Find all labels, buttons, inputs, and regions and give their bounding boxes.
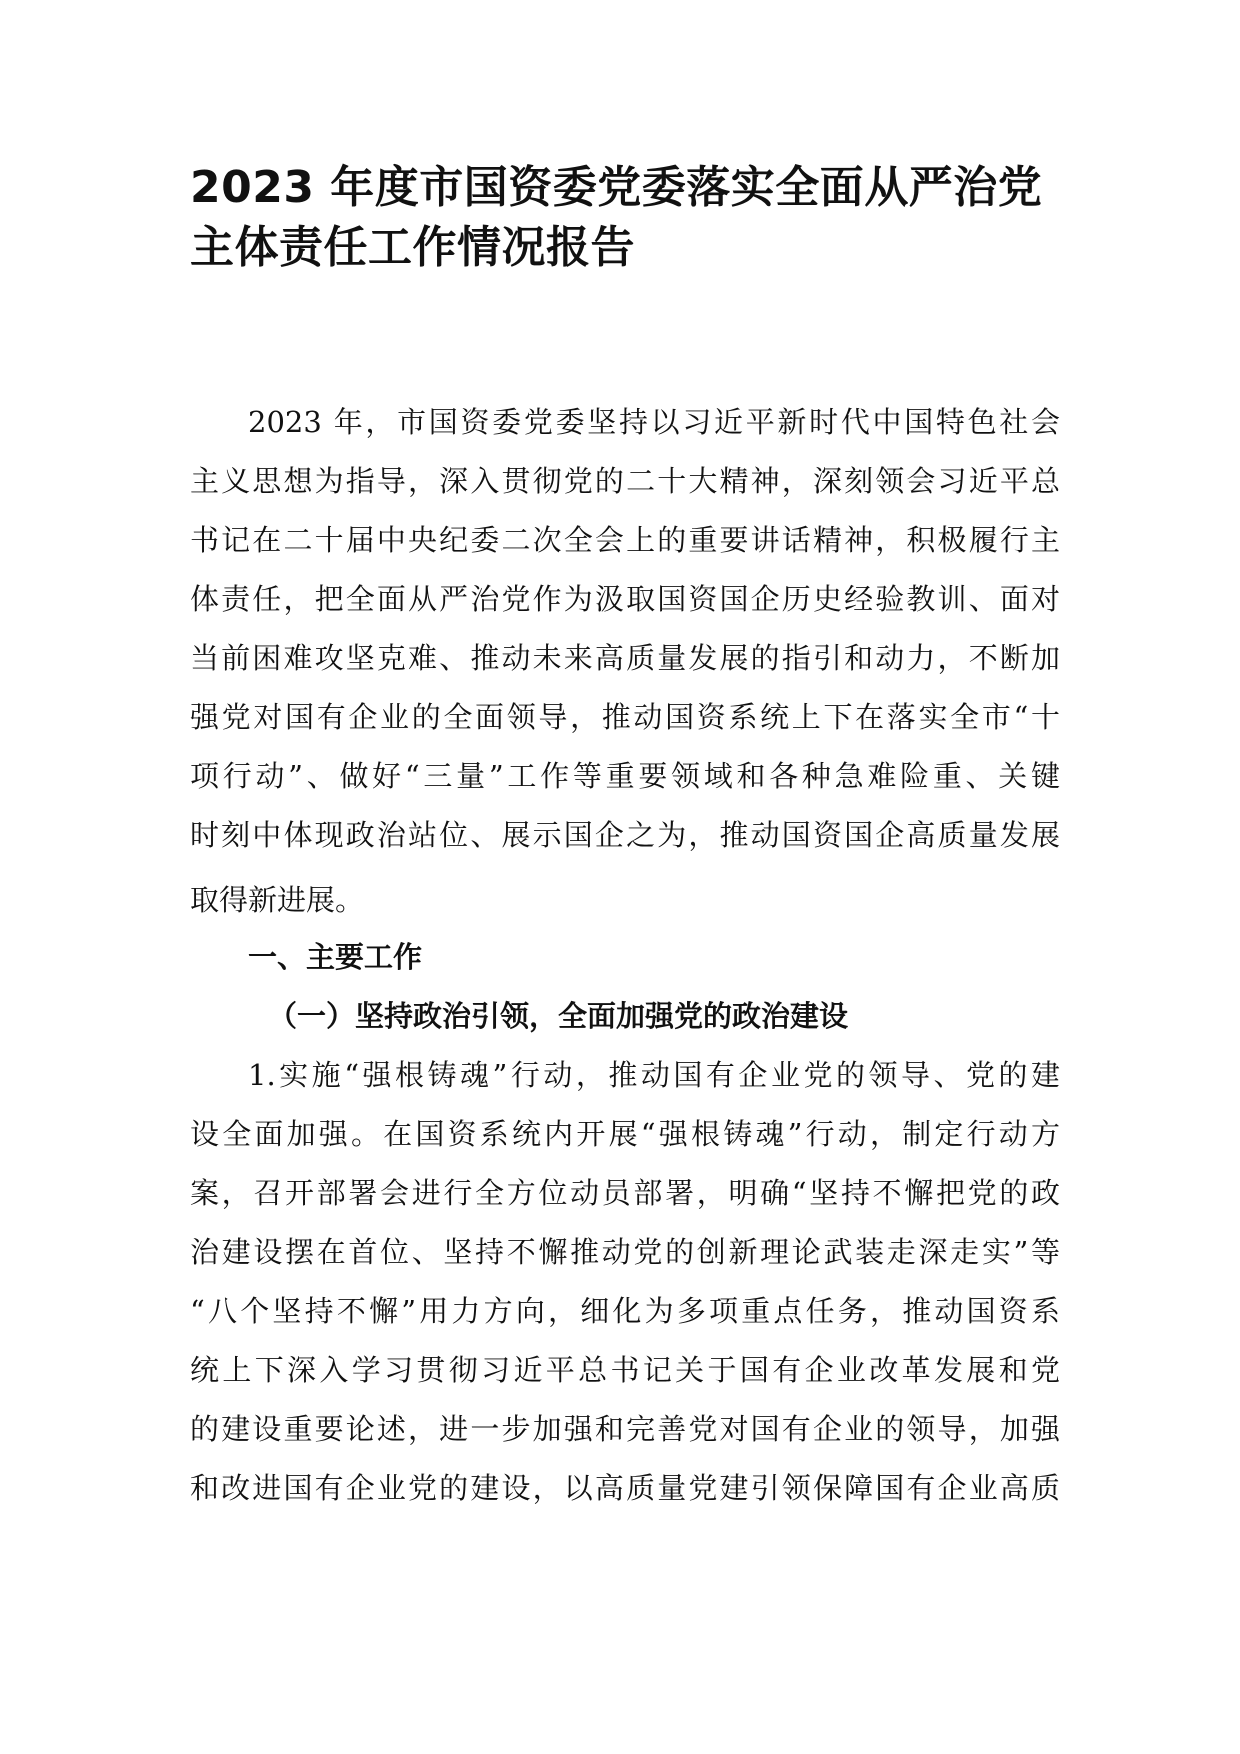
subsection-heading: （一）坚持政治引领，全面加强党的政治建设 <box>268 999 849 1033</box>
title-line-1: 2023 年度市国资委党委落实全面从严治党 <box>190 162 1043 213</box>
item1-line-6: 统上下深入学习贯彻习近平总书记关于国有企业改革发展和党 <box>190 1353 1060 1387</box>
title-line-2: 主体责任工作情况报告 <box>190 222 635 273</box>
item1-line-1: 1.实施“强根铸魂”行动，推动国有企业党的领导、党的建 <box>248 1058 1060 1092</box>
intro-line-5: 当前困难攻坚克难、推动未来高质量发展的指引和动力，不断加 <box>190 641 1060 675</box>
item1-line-8: 和改进国有企业党的建设，以高质量党建引领保障国有企业高质 <box>190 1471 1060 1505</box>
item1-line-5: “八个坚持不懈”用力方向，细化为多项重点任务，推动国资系 <box>190 1294 1060 1328</box>
intro-line-2: 主义思想为指导，深入贯彻党的二十大精神，深刻领会习近平总 <box>190 464 1060 498</box>
intro-line-9: 取得新进展。 <box>190 883 365 917</box>
document-title <box>190 158 1070 278</box>
section-heading: 一、主要工作 <box>248 940 423 974</box>
intro-line-6: 强党对国有企业的全面领导，推动国资系统上下在落实全市“十 <box>190 700 1060 734</box>
intro-line-3: 书记在二十届中央纪委二次全会上的重要讲话精神，积极履行主 <box>190 523 1060 557</box>
item1-line-2: 设全面加强。在国资系统内开展“强根铸魂”行动，制定行动方 <box>190 1117 1060 1151</box>
item1-line-7: 的建设重要论述，进一步加强和完善党对国有企业的领导，加强 <box>190 1412 1060 1446</box>
intro-line-7: 项行动”、做好“三量”工作等重要领域和各种急难险重、关键 <box>190 759 1060 793</box>
intro-line-1: 2023 年，市国资委党委坚持以习近平新时代中国特色社会 <box>248 405 1060 439</box>
intro-line-4: 体责任，把全面从严治党作为汲取国资国企历史经验教训、面对 <box>190 582 1060 616</box>
item1-line-4: 治建设摆在首位、坚持不懈推动党的创新理论武装走深走实”等 <box>190 1235 1060 1269</box>
intro-line-8: 时刻中体现政治站位、展示国企之为，推动国资国企高质量发展 <box>190 818 1060 852</box>
item1-line-3: 案，召开部署会进行全方位动员部署，明确“坚持不懈把党的政 <box>190 1176 1060 1210</box>
document-body <box>190 393 1060 1518</box>
